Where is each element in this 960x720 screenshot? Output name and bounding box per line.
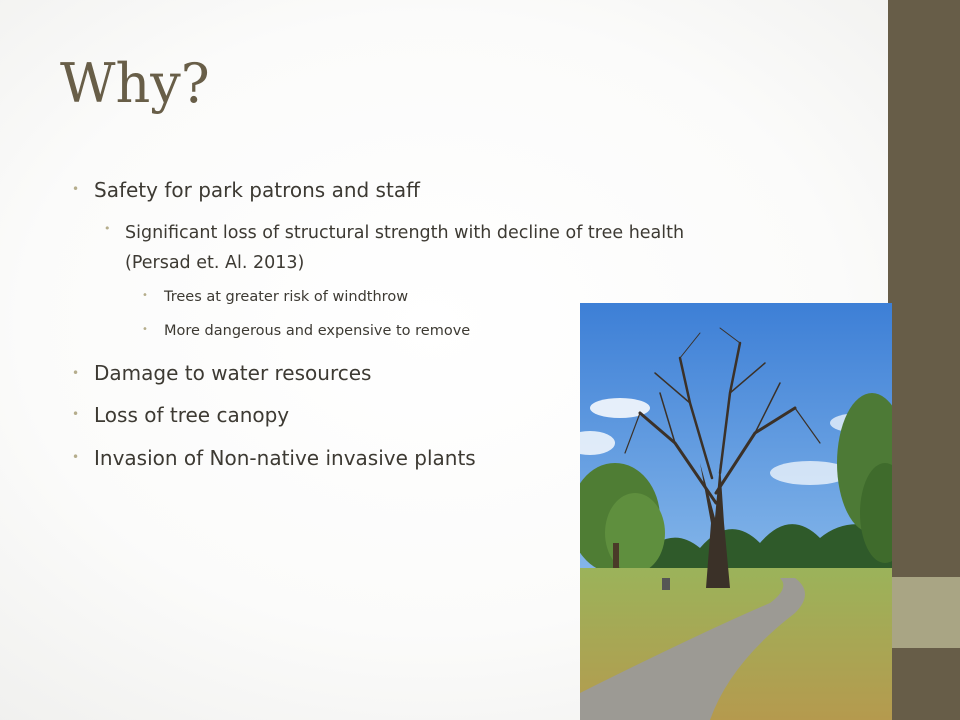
bullet-dot-icon: • [72,182,80,196]
bullet-structural-loss [125,218,684,278]
slide-title: Why? [60,52,210,115]
bullet-water-damage: Damage to water resources [94,361,372,385]
bullet-canopy-loss: Loss of tree canopy [94,403,290,427]
bullet-structural-loss-line2: (Persad et. Al. 2013) [125,253,305,273]
bullet-structural-loss-line1: Significant loss of structural strength with decline of tree health [125,223,685,243]
bullet-dot-icon: • [72,366,80,380]
bullet-dot-icon: • [72,450,80,464]
sidebar-accent-block [888,577,960,648]
bullet-removal-cost: More dangerous and expensive to remove [164,323,471,339]
bullet-dot-icon: • [72,407,80,421]
bullet-dot-icon: • [104,222,111,235]
bullet-safety: Safety for park patrons and staff [94,178,420,202]
bullet-dot-icon: • [142,324,148,335]
bullet-windthrow: Trees at greater risk of windthrow [164,289,409,305]
bullet-dot-icon: • [142,290,148,301]
photo-dead-ash-tree [580,303,892,720]
bullet-invasive-plants: Invasion of Non-native invasive plants [94,446,476,470]
